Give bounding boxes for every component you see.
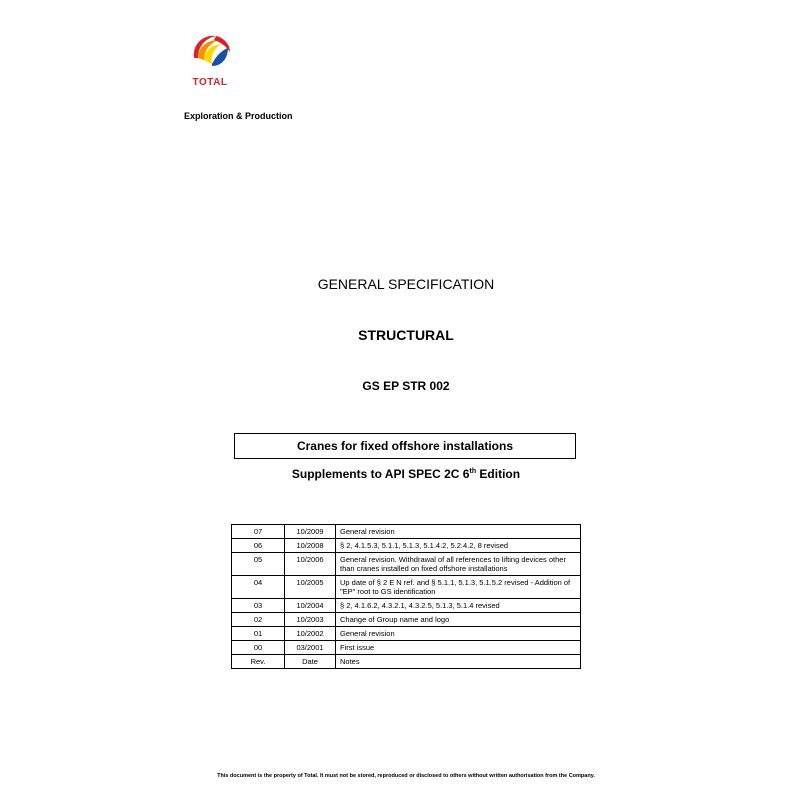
table-row (232, 641, 581, 655)
notes-cell: General revision (336, 627, 581, 641)
rev-cell: 02 (232, 613, 285, 627)
document-title: Cranes for fixed offshore installations (296, 439, 514, 453)
document-type: GENERAL SPECIFICATION (317, 276, 495, 292)
table-row (232, 627, 581, 641)
rev-cell: 06 (232, 539, 285, 553)
subtitle-main: Supplements to API SPEC 2C 6 (291, 467, 470, 481)
table-row (232, 613, 581, 627)
rev-header: Rev. (232, 655, 285, 669)
notes-header: Notes (336, 655, 581, 669)
notes-cell: Change of Group name and logo (336, 613, 581, 627)
subtitle-superscript: th (469, 468, 477, 475)
rev-cell: 00 (232, 641, 285, 655)
date-cell: 10/2009 (285, 525, 336, 539)
notes-cell: General revision (336, 525, 581, 539)
notes-cell: § 2, 4.1.6.2, 4.3.2.1, 4.3.2.5, 5.1.3, 5.1.4 revised (336, 599, 581, 613)
document-reference: GS EP STR 002 (362, 379, 450, 393)
rev-cell: 07 (232, 525, 285, 539)
subtitle-tail: Edition (476, 467, 521, 481)
date-header: Date (285, 655, 336, 669)
date-cell: 10/2008 (285, 539, 336, 553)
date-cell: 10/2004 (285, 599, 336, 613)
rev-cell: 01 (232, 627, 285, 641)
confidentiality-notice: This document is the property of Total. It must not be stored, reproduced or disclosed to others without written authorisation from the Company. (217, 773, 595, 779)
table-row (232, 539, 581, 553)
date-cell: 10/2006 (285, 553, 336, 576)
date-cell: 10/2005 (285, 576, 336, 599)
revision-table (231, 524, 581, 669)
rev-cell: 03 (232, 599, 285, 613)
notes-cell: General revision. Withdrawal of all references to lifting devices other than cranes installed on fixed offshore installations (336, 553, 581, 576)
rev-cell: 04 (232, 576, 285, 599)
date-cell: 03/2001 (285, 641, 336, 655)
document-title-box (234, 433, 576, 459)
document-subtitle (0, 467, 800, 481)
notes-cell: Up date of § 2 E N ref. and § 5.1.1, 5.1.3, 5.1.5.2 revised - Addition of "EP" root to GS identification (336, 576, 581, 599)
notes-cell: First issue (336, 641, 581, 655)
date-cell: 10/2003 (285, 613, 336, 627)
document-subject: STRUCTURAL (358, 327, 454, 343)
table-row (232, 576, 581, 599)
table-row (232, 553, 581, 576)
table-header-row (232, 655, 581, 669)
rev-cell: 05 (232, 553, 285, 576)
notes-cell: § 2, 4.1.5.3, 5.1.1, 5.1.3, 5.1.4.2, 5.2.4.2, 8 revised (336, 539, 581, 553)
brand-logo-text: TOTAL (192, 77, 228, 88)
date-cell: 10/2002 (285, 627, 336, 641)
division-label: Exploration & Production (184, 111, 293, 121)
table-row (232, 599, 581, 613)
table-row (232, 525, 581, 539)
